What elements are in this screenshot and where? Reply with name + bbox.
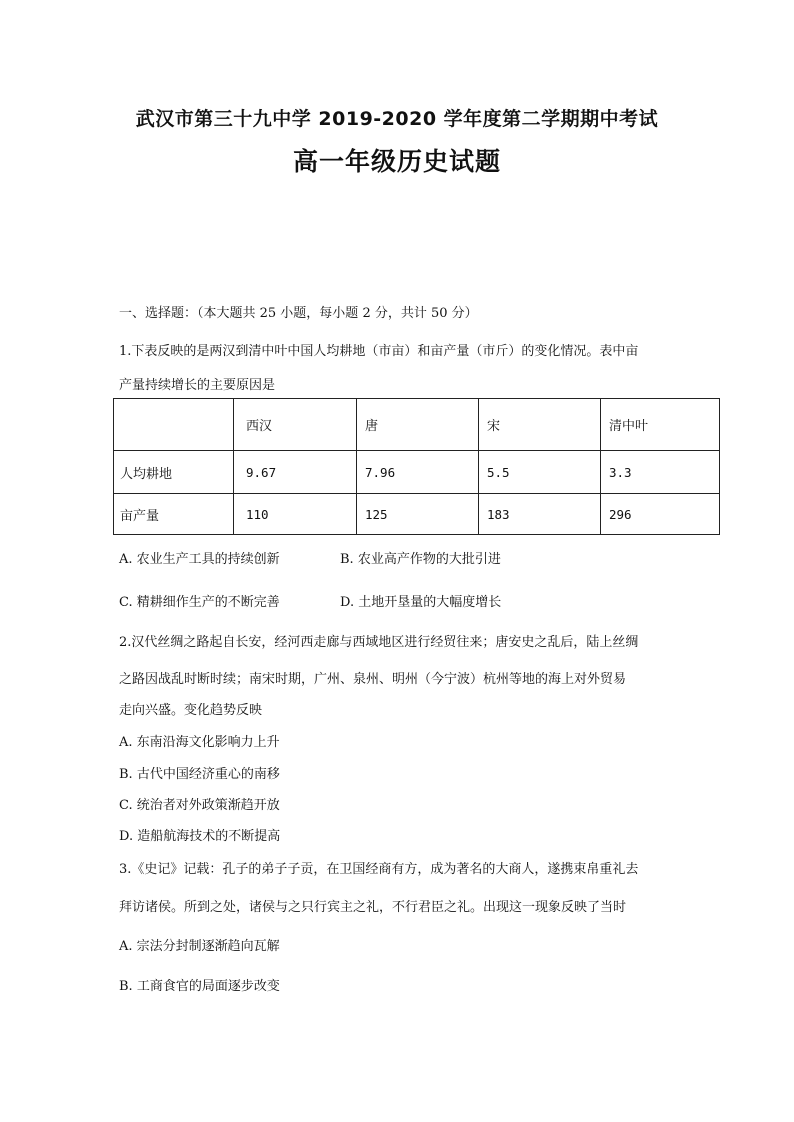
q2-stem-line1: 2.汉代丝绸之路起自长安，经河西走廊与西域地区进行经贸往来；唐安史之乱后，陆上丝绸	[119, 635, 639, 650]
table-row	[114, 451, 720, 494]
q3-stem-line1: 3.《史记》记载：孔子的弟子子贡，在卫国经商有方，成为著名的大商人，遂携束帛重礼去	[119, 862, 639, 877]
table-cell: 183	[479, 494, 601, 535]
q1-stem-line1: 1.下表反映的是两汉到清中叶中国人均耕地（市亩）和亩产量（市斤）的变化情况。表中亩	[119, 344, 639, 359]
table-row-label: 人均耕地	[114, 451, 234, 494]
q3-option-b: B. 工商食官的局面逐步改变	[119, 979, 280, 994]
q3-option-a: A. 宗法分封制逐渐趋向瓦解	[119, 939, 280, 954]
q2-option-d: D. 造船航海技术的不断提高	[119, 829, 281, 844]
table-header-row	[114, 399, 720, 451]
q1-option-a: A. 农业生产工具的持续创新	[119, 552, 280, 567]
q2-option-b: B. 古代中国经济重心的南移	[119, 767, 280, 782]
table-header-cell: 清中叶	[601, 399, 720, 451]
section-heading: 一、选择题：（本大题共 25 小题，每小题 2 分，共计 50 分）	[119, 306, 478, 321]
exam-title: 武汉市第三十九中学 2019-2020 学年度第二学期期中考试	[135, 108, 659, 130]
q3-stem-line2: 拜访诸侯。所到之处，诸侯与之只行宾主之礼，不行君臣之礼。出现这一现象反映了当时	[119, 900, 627, 915]
table-header-cell	[114, 399, 234, 451]
q2-option-c: C. 统治者对外政策渐趋开放	[119, 798, 280, 813]
q2-stem-line2: 之路因战乱时断时续；南宋时期，广州、泉州、明州（今宁波）杭州等地的海上对外贸易	[119, 672, 627, 687]
table-row	[114, 494, 720, 535]
table-cell: 125	[357, 494, 479, 535]
q1-data-table	[113, 398, 720, 535]
table-cell: 7.96	[357, 451, 479, 494]
table-cell: 110	[234, 494, 357, 535]
q2-stem-line3: 走向兴盛。变化趋势反映	[119, 703, 263, 718]
q1-option-d: D. 土地开垦量的大幅度增长	[340, 595, 502, 610]
table-header-cell: 西汉	[234, 399, 357, 451]
table-header-cell: 宋	[479, 399, 601, 451]
q1-stem-line2: 产量持续增长的主要原因是	[119, 378, 276, 393]
table-cell: 9.67	[234, 451, 357, 494]
table-cell: 296	[601, 494, 720, 535]
q1-option-b: B. 农业高产作物的大批引进	[340, 552, 501, 567]
table-row-label: 亩产量	[114, 494, 234, 535]
table-header-cell: 唐	[357, 399, 479, 451]
exam-subtitle: 高一年级历史试题	[292, 147, 501, 176]
table-cell: 3.3	[601, 451, 720, 494]
table-cell: 5.5	[479, 451, 601, 494]
q2-option-a: A. 东南沿海文化影响力上升	[119, 735, 280, 750]
q1-option-c: C. 精耕细作生产的不断完善	[119, 595, 280, 610]
